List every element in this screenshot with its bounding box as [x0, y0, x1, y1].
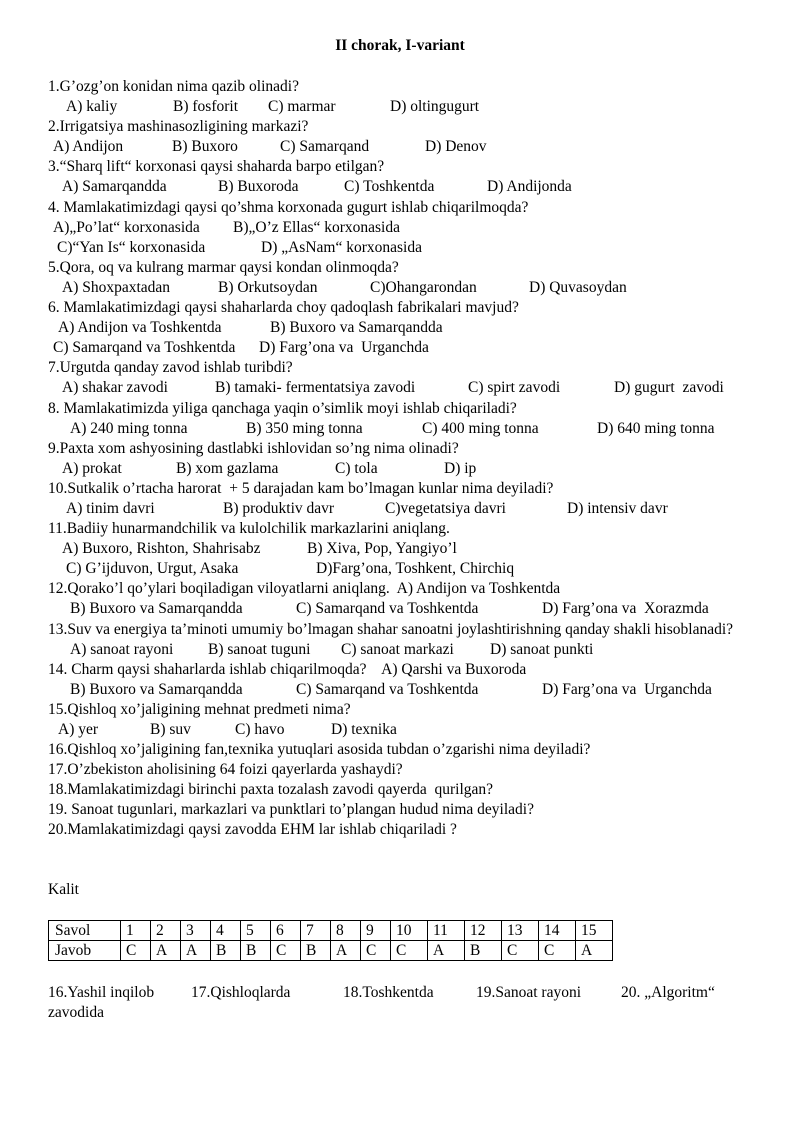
answer-key-answer-letter: A	[428, 941, 465, 961]
question-3-option-a: A) Samarqandda	[62, 178, 167, 196]
answer-key-row-label: Savol	[49, 921, 121, 941]
question-3-text: 3.“Sharq lift“ korxonasi qaysi shaharda barpo etilgan?	[48, 158, 385, 176]
question-17-text: 17.O’zbekiston aholisining 64 foizi qayerlarda yashaydi?	[48, 761, 403, 779]
question-5-option-b: B) Orkutsoydan	[218, 278, 318, 296]
question-7-option-b: B) tamaki- fermentatsiya zavodi	[215, 379, 416, 397]
question-11-options	[48, 559, 748, 579]
question-19-text: 19. Sanoat tugunlari, markazlari va punktlari to’plangan hudud nima deyiladi?	[48, 801, 534, 819]
answer-key-answer-letter: B	[301, 941, 331, 961]
question-6-option-a: A) Andijon va Toshkentda	[58, 319, 222, 337]
answer-key-heading: Kalit	[48, 881, 79, 898]
question-4-text: 4. Mamlakatimizdagi qaysi qo’shma korxonada gugurt ishlab chiqarilmoqda?	[48, 198, 529, 216]
question-5-option-d: D) Quvasoydan	[529, 278, 627, 296]
question-9-option-b: B) xom gazlama	[176, 459, 279, 477]
page-title: II chorak, I-variant	[335, 37, 465, 54]
answer-key-answer-letter: A	[181, 941, 211, 961]
question-12-option-b: C) Samarqand va Toshkentda	[296, 600, 479, 618]
answer-key-answer-letter: A	[576, 941, 613, 961]
question-13-text: 13.Suv va energiya ta’minoti umumiy bo’lmagan shahar sanoatni joylashtirishning qanday shakli hisoblanadi?	[48, 620, 734, 638]
answer-key-question-number: 7	[301, 921, 331, 941]
answer-key-question-number: 3	[181, 921, 211, 941]
question-8-option-d: D) 640 ming tonna	[597, 419, 715, 437]
answer-key-question-number: 2	[151, 921, 181, 941]
open-answer-16: 16.Yashil inqilob	[48, 984, 155, 1001]
answer-key-question-number: 14	[539, 921, 576, 941]
question-6-text: 6. Mamlakatimizdagi qaysi shaharlarda choy qadoqlash fabrikalari mavjud?	[48, 299, 519, 317]
question-7-option-d: D) gugurt zavodi	[614, 379, 724, 397]
answer-key-answer-letter: A	[151, 941, 181, 961]
question-4-option-b: D) „AsNam“ korxonasida	[261, 238, 422, 256]
question-list	[48, 77, 748, 841]
question-12-option-c: D) Farg’ona va Xorazmda	[542, 600, 709, 618]
question-13-option-d: D) sanoat punkti	[490, 640, 594, 658]
question-3-option-b: B) Buxoroda	[218, 178, 299, 196]
question-10-option-c: C)vegetatsiya davri	[385, 499, 506, 517]
open-answer-20: 20. „Algoritm“	[621, 984, 715, 1001]
question-14-option-a: B) Buxoro va Samarqandda	[70, 680, 243, 698]
question-8-option-c: C) 400 ming tonna	[422, 419, 539, 437]
answer-key-question-number: 13	[502, 921, 539, 941]
answer-key-answer-row	[49, 941, 613, 961]
open-answer-19: 19.Sanoat rayoni	[476, 984, 582, 1001]
question-14-text: 14. Charm qaysi shaharlarda ishlab chiqarilmoqda? A) Qarshi va Buxoroda	[48, 660, 527, 678]
question-4-option-a: C)“Yan Is“ korxonasida	[57, 238, 206, 256]
question-15-option-a: A) yer	[58, 721, 99, 738]
question-15-options	[48, 720, 748, 740]
answer-key-question-number: 8	[331, 921, 361, 941]
answer-key-row-label: Javob	[49, 941, 121, 961]
question-13-option-c: C) sanoat markazi	[341, 640, 454, 658]
question-15-text: 15.Qishloq xo’jaligining mehnat predmeti nima?	[48, 700, 351, 718]
question-6-options	[48, 338, 748, 358]
question-1-option-d: D) oltingugurt	[390, 98, 480, 116]
question-6-option-b: D) Farg’ona va Urganchda	[259, 339, 429, 357]
question-5-text: 5.Qora, oq va kulrang marmar qaysi kondan olinmoqda?	[48, 258, 399, 276]
answer-key-question-number: 9	[361, 921, 391, 941]
question-11-option-b: B) Xiva, Pop, Yangiyo’l	[307, 540, 457, 558]
question-6-option-b: B) Buxoro va Samarqandda	[270, 319, 443, 337]
question-8-options	[48, 419, 748, 439]
answer-key-answer-letter: C	[539, 941, 576, 961]
question-4-option-a: A)„Po’lat“ korxonasida	[53, 218, 200, 236]
question-9-text: 9.Paxta xom ashyosining dastlabki ishlovidan so’ng nima olinadi?	[48, 439, 459, 457]
answer-key-question-number: 10	[391, 921, 428, 941]
open-answers	[48, 983, 748, 1023]
question-15-option-b: B) suv	[150, 721, 191, 738]
question-2-option-b: B) Buxoro	[172, 138, 238, 156]
question-7-options	[48, 378, 748, 398]
question-20-text: 20.Mamlakatimizdagi qaysi zavodda EHM lar ishlab chiqariladi ?	[48, 821, 457, 839]
answer-key-question-number: 6	[271, 921, 301, 941]
question-12-text: 12.Qorako’l qo’ylari boqiladigan viloyatlarni aniqlang. A) Andijon va Toshkentda	[48, 580, 561, 598]
question-6-option-a: C) Samarqand va Toshkentda	[53, 339, 236, 357]
question-15-option-d: D) texnika	[331, 721, 397, 738]
answer-key-question-number: 15	[576, 921, 613, 941]
question-9-options	[48, 459, 748, 479]
question-10-options	[48, 499, 748, 519]
open-answer-17: 17.Qishloqlarda	[191, 984, 291, 1001]
question-3-options	[48, 177, 748, 197]
question-3-option-d: D) Andijonda	[487, 178, 572, 196]
answer-key-table	[48, 920, 613, 961]
open-answer-20-continued: zavodida	[48, 1004, 104, 1022]
question-7-option-c: C) spirt zavodi	[468, 379, 561, 397]
question-10-option-b: B) produktiv davr	[223, 499, 335, 517]
answer-key-answer-letter: C	[361, 941, 391, 961]
question-1-option-c: C) marmar	[268, 98, 336, 116]
question-14-options	[48, 680, 748, 700]
question-8-text: 8. Mamlakatimizda yiliga qanchaga yaqin o’simlik moyi ishlab chiqariladi?	[48, 399, 517, 417]
answer-key-answer-letter: B	[211, 941, 241, 961]
question-10-text: 10.Sutkalik o’rtacha harorat + 5 darajadan kam bo’lmagan kunlar nima deyiladi?	[48, 479, 554, 497]
question-10-option-a: A) tinim davri	[66, 499, 155, 517]
question-13-option-b: B) sanoat tuguni	[208, 640, 311, 658]
question-9-option-a: A) prokat	[62, 459, 122, 477]
question-2-option-a: A) Andijon	[53, 138, 124, 156]
answer-key-answer-letter: C	[391, 941, 428, 961]
question-9-option-c: C) tola	[335, 459, 378, 477]
question-1-options	[48, 97, 748, 117]
question-12-options	[48, 599, 748, 619]
answer-key-question-number: 1	[121, 921, 151, 941]
question-11-text: 11.Badiiy hunarmandchilik va kulolchilik markazlarini aniqlang.	[48, 520, 450, 538]
question-14-option-b: C) Samarqand va Toshkentda	[296, 680, 479, 698]
question-4-option-b: B)„O’z Ellas“ korxonasida	[233, 218, 400, 236]
question-16-text: 16.Qishloq xo’jaligining fan,texnika yutuqlari asosida tubdan o’zgarishi nima deyiladi?	[48, 741, 591, 759]
answer-key-answer-letter: A	[331, 941, 361, 961]
answer-key-answer-letter: C	[502, 941, 539, 961]
question-12-option-a: B) Buxoro va Samarqandda	[70, 600, 243, 618]
question-1-option-a: A) kaliy	[66, 98, 118, 116]
question-1-text: 1.G’ozg’on konidan nima qazib olinadi?	[48, 78, 299, 95]
answer-key-question-number: 11	[428, 921, 465, 941]
question-14-option-c: D) Farg’ona va Urganchda	[542, 680, 712, 698]
question-3-option-c: C) Toshkentda	[344, 178, 435, 196]
question-4-options	[48, 238, 748, 258]
question-1-option-b: B) fosforit	[173, 98, 239, 116]
answer-key-question-number: 4	[211, 921, 241, 941]
open-answer-18: 18.Toshkentda	[343, 984, 434, 1001]
question-5-option-c: C)Ohangarondan	[370, 278, 477, 296]
question-11-option-b: D)Farg’ona, Toshkent, Chirchiq	[316, 560, 515, 578]
answer-key-question-number: 5	[241, 921, 271, 941]
question-4-options	[48, 218, 748, 238]
question-10-option-d: D) intensiv davr	[567, 499, 668, 517]
answer-key-answer-letter: C	[271, 941, 301, 961]
question-5-options	[48, 278, 748, 298]
question-2-option-c: C) Samarqand	[280, 138, 370, 156]
question-7-text: 7.Urgutda qanday zavod ishlab turibdi?	[48, 359, 293, 377]
question-5-option-a: A) Shoxpaxtadan	[62, 278, 171, 296]
answer-key-question-row	[49, 921, 613, 941]
question-2-text: 2.Irrigatsiya mashinasozligining markazi?	[48, 118, 309, 136]
answer-key-answer-letter: B	[241, 941, 271, 961]
question-13-options	[48, 640, 748, 660]
question-11-option-a: C) G’ijduvon, Urgut, Asaka	[66, 560, 239, 578]
question-2-options	[48, 137, 748, 157]
question-7-option-a: A) shakar zavodi	[62, 379, 168, 397]
question-11-option-a: A) Buxoro, Rishton, Shahrisabz	[62, 540, 261, 558]
question-11-options	[48, 539, 748, 559]
question-6-options	[48, 318, 748, 338]
question-2-option-d: D) Denov	[425, 138, 487, 156]
question-9-option-d: D) ip	[444, 459, 477, 477]
question-8-option-b: B) 350 ming tonna	[246, 419, 363, 437]
question-18-text: 18.Mamlakatimizdagi birinchi paxta tozalash zavodi qayerda qurilgan?	[48, 781, 494, 799]
answer-key-question-number: 12	[465, 921, 502, 941]
question-13-option-a: A) sanoat rayoni	[70, 640, 174, 658]
answer-key-answer-letter: C	[121, 941, 151, 961]
question-15-option-c: C) havo	[235, 721, 285, 738]
question-8-option-a: A) 240 ming tonna	[70, 419, 188, 437]
answer-key-answer-letter: B	[465, 941, 502, 961]
